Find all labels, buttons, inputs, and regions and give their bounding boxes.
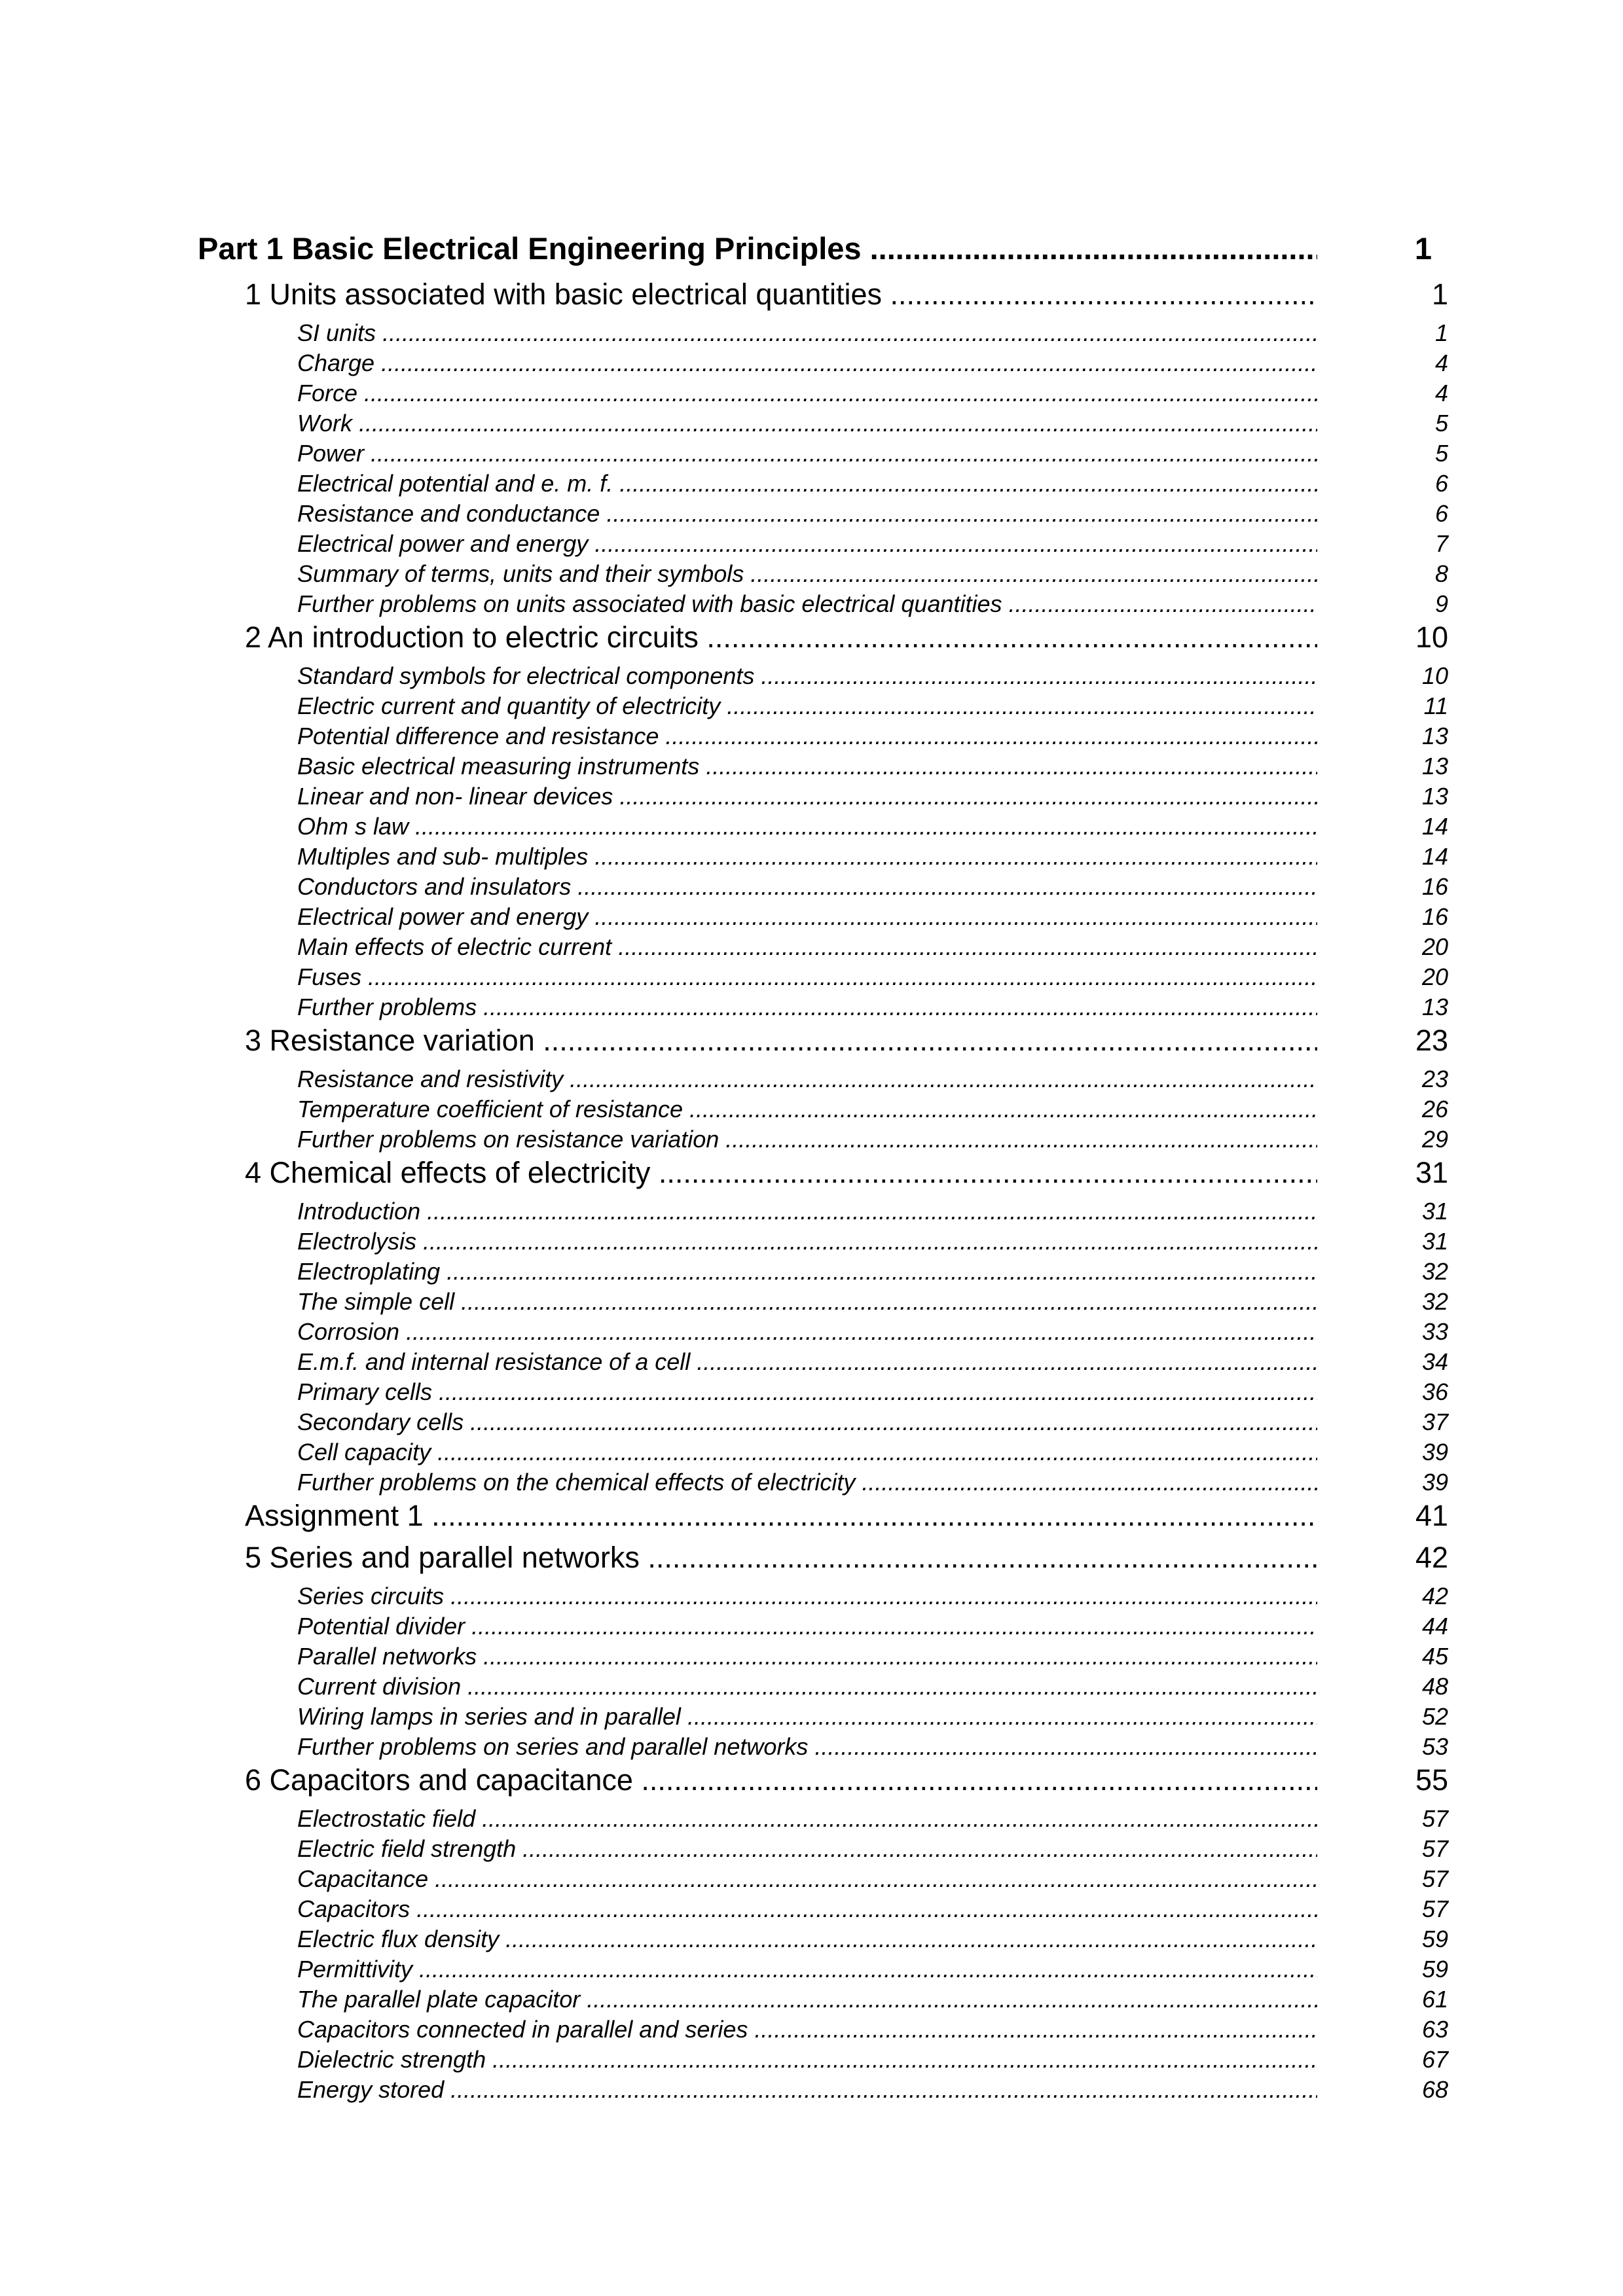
toc-entry-title: Electric flux density .....: [297, 1926, 1317, 1953]
toc-entry-title: Potential difference and resistance .....: [297, 723, 1317, 750]
toc-entry-title: Summary of terms, units and their symbols .....: [297, 560, 1317, 588]
toc-entry-page: 4: [1434, 350, 1448, 376]
toc-entry: [198, 1096, 1455, 1126]
toc-entry: [198, 350, 1455, 380]
toc-chapter-title: 1 Units associated with basic electrical quantities .....: [245, 278, 1317, 312]
toc-entry: [198, 662, 1455, 692]
toc-chapter-4: [198, 1156, 1455, 1198]
toc-entry: [198, 1583, 1455, 1613]
toc-entry-page: 20: [1421, 933, 1448, 960]
toc-entry: [198, 380, 1455, 410]
toc-entry-page: 11: [1423, 692, 1448, 719]
toc-entry: [198, 963, 1455, 994]
toc-entry-title: E.m.f. and internal resistance of a cell .....: [297, 1348, 1317, 1376]
toc-entry-page: 52: [1421, 1703, 1448, 1730]
toc-entry-page: 9: [1434, 590, 1448, 617]
toc-entry-title: Capacitors .....: [297, 1895, 1317, 1923]
toc-chapter-title: 2 An introduction to electric circuits .....: [245, 620, 1317, 655]
toc-chapter-page: 31: [1415, 1156, 1448, 1189]
toc-entry-page: 45: [1421, 1643, 1448, 1670]
toc-entry-title: The parallel plate capacitor .....: [297, 1986, 1317, 2013]
toc-entry-page: 36: [1421, 1378, 1448, 1405]
toc-entry-title: Conductors and insulators .....: [297, 873, 1317, 901]
toc-entry: [198, 440, 1455, 470]
toc-entry: [198, 1643, 1455, 1673]
toc-entry: [198, 692, 1455, 723]
toc-entry: [198, 1805, 1455, 1835]
toc-entry-page: 5: [1434, 440, 1448, 467]
toc-entry-page: 13: [1421, 753, 1448, 780]
toc-entry-page: 63: [1421, 2016, 1448, 2043]
toc-entry: [198, 1439, 1455, 1469]
toc-entry-page: 59: [1421, 1956, 1448, 1982]
toc-entry: [198, 1895, 1455, 1926]
toc-entry: [198, 933, 1455, 963]
toc-entry-page: 13: [1421, 723, 1448, 749]
toc-entry-page: 59: [1421, 1926, 1448, 1952]
toc-entry-page: 33: [1421, 1318, 1448, 1345]
toc-entry-title: Current division .....: [297, 1673, 1317, 1700]
toc-entry-title: Electric field strength .....: [297, 1835, 1317, 1863]
toc-entry-page: 67: [1421, 2046, 1448, 2073]
toc-entry: [198, 813, 1455, 843]
toc-entry-title: Main effects of electric current .....: [297, 933, 1317, 961]
toc-entry-title: Electrical power and energy .....: [297, 530, 1317, 558]
toc-entry: [198, 1986, 1455, 2016]
toc-entry-page: 14: [1421, 843, 1448, 870]
toc-entry: [198, 590, 1455, 620]
toc-chapter-3: [198, 1024, 1455, 1066]
toc-entry-page: 23: [1421, 1066, 1448, 1092]
toc-entry: [198, 903, 1455, 933]
toc-entry-page: 8: [1434, 560, 1448, 587]
toc-entry: [198, 783, 1455, 813]
toc-entry-page: 32: [1421, 1288, 1448, 1315]
toc-entry: [198, 1066, 1455, 1096]
toc-chapter-page: 42: [1415, 1541, 1448, 1574]
toc-entry-title: The simple cell .....: [297, 1288, 1317, 1316]
toc-entry: [198, 560, 1455, 590]
toc-entry-page: 5: [1434, 410, 1448, 437]
toc-entry-page: 39: [1421, 1439, 1448, 1465]
toc-entry-page: 7: [1434, 530, 1448, 557]
toc-entry: [198, 410, 1455, 440]
toc-entry-title: Electrolysis .....: [297, 1228, 1317, 1255]
toc-chapter-1: [198, 278, 1455, 319]
toc-chapter-title: 6 Capacitors and capacitance .....: [245, 1763, 1317, 1797]
toc-chapter-6: [198, 1763, 1455, 1805]
toc-entry-page: 44: [1421, 1613, 1448, 1640]
toc-entry-page: 16: [1421, 873, 1448, 900]
toc-entry: [198, 2046, 1455, 2076]
toc-entry-title: Resistance and resistivity .....: [297, 1066, 1317, 1093]
toc-entry-page: 48: [1421, 1673, 1448, 1700]
toc-entry-page: 32: [1421, 1258, 1448, 1285]
toc-entry: [198, 500, 1455, 530]
toc-entry-page: 10: [1421, 662, 1448, 689]
toc-entry-title: Capacitance .....: [297, 1865, 1317, 1893]
toc-entry-title: Energy stored .....: [297, 2076, 1317, 2104]
toc-entry-page: 29: [1421, 1126, 1448, 1153]
toc-chapter-page: 1: [1431, 278, 1448, 311]
toc-entry: [198, 1469, 1455, 1499]
toc-assignment-title: Assignment 1 .....: [245, 1499, 1317, 1533]
toc-entry-page: 53: [1421, 1733, 1448, 1760]
toc-part-heading: [198, 230, 1455, 278]
toc-entry: [198, 319, 1455, 350]
toc-entry-page: 1: [1434, 319, 1448, 346]
toc-entry-title: Charge .....: [297, 350, 1317, 377]
toc-entry-page: 6: [1434, 500, 1448, 527]
toc-entry-title: Power .....: [297, 440, 1317, 467]
toc-chapter-page: 10: [1415, 620, 1448, 654]
toc-entry: [198, 1956, 1455, 1986]
toc-entry-page: 57: [1421, 1865, 1448, 1892]
toc-entry: [198, 873, 1455, 903]
toc-entry-title: Wiring lamps in series and in parallel .....: [297, 1703, 1317, 1731]
toc-entry-page: 57: [1421, 1835, 1448, 1862]
toc-entry-page: 14: [1421, 813, 1448, 840]
toc-entry-title: Further problems on units associated with basic electrical quantities .....: [297, 590, 1317, 618]
toc-chapter-page: 23: [1415, 1024, 1448, 1057]
toc-entry: [198, 723, 1455, 753]
toc-entry-title: Electroplating .....: [297, 1258, 1317, 1285]
toc-chapter-title: 3 Resistance variation .....: [245, 1024, 1317, 1058]
toc-entry: [198, 1318, 1455, 1348]
toc-entry-title: Further problems on the chemical effects of electricity .....: [297, 1469, 1317, 1496]
toc-entry-title: Further problems .....: [297, 994, 1317, 1021]
toc-entry: [198, 1198, 1455, 1228]
toc-entry-title: Capacitors connected in parallel and series .....: [297, 2016, 1317, 2043]
toc-entry-title: Electrical power and energy .....: [297, 903, 1317, 931]
toc-entry: [198, 1348, 1455, 1378]
toc-chapter-2: [198, 620, 1455, 662]
toc-entry: [198, 994, 1455, 1024]
toc-entry: [198, 1288, 1455, 1318]
toc-entry-page: 37: [1421, 1408, 1448, 1435]
toc-entry-title: Parallel networks .....: [297, 1643, 1317, 1670]
toc-entry-title: Linear and non- linear devices .....: [297, 783, 1317, 810]
toc-entry-title: Ohm s law .....: [297, 813, 1317, 840]
toc-entry: [198, 753, 1455, 783]
toc-entry-title: Fuses .....: [297, 963, 1317, 991]
toc-entry-page: 31: [1421, 1198, 1448, 1225]
toc-entry-title: Primary cells .....: [297, 1378, 1317, 1406]
toc-entry-title: Further problems on resistance variation .....: [297, 1126, 1317, 1153]
toc-entry-title: Force .....: [297, 380, 1317, 407]
toc-entry-title: Secondary cells .....: [297, 1408, 1317, 1436]
toc-entry: [198, 1673, 1455, 1703]
toc-entry-page: 4: [1434, 380, 1448, 406]
toc-entry-title: Series circuits .....: [297, 1583, 1317, 1610]
toc-entry: [198, 1613, 1455, 1643]
toc-entry-page: 61: [1421, 1986, 1448, 2013]
toc-entry-page: 34: [1421, 1348, 1448, 1375]
toc-entry-page: 57: [1421, 1805, 1448, 1832]
toc-entry: [198, 1926, 1455, 1956]
toc-entry: [198, 843, 1455, 873]
toc-chapter-title: 5 Series and parallel networks .....: [245, 1541, 1317, 1575]
toc-entry-page: 26: [1421, 1096, 1448, 1122]
toc-entry-title: Potential divider .....: [297, 1613, 1317, 1640]
toc-entry: [198, 1258, 1455, 1288]
toc-entry-title: Multiples and sub- multiples .....: [297, 843, 1317, 870]
toc-entry: [198, 2076, 1455, 2106]
toc-chapter-page: 55: [1415, 1763, 1448, 1797]
toc-entry: [198, 1865, 1455, 1895]
toc-entry-page: 16: [1421, 903, 1448, 930]
toc-entry-title: Standard symbols for electrical components .....: [297, 662, 1317, 690]
toc-entry: [198, 530, 1455, 560]
toc-entry-title: Work .....: [297, 410, 1317, 437]
toc-entry-title: Electric current and quantity of electricity .....: [297, 692, 1317, 720]
toc-entry-title: Dielectric strength .....: [297, 2046, 1317, 2073]
toc-entry-page: 13: [1421, 994, 1448, 1020]
toc-entry: [198, 1228, 1455, 1258]
toc-entry-title: Further problems on series and parallel networks .....: [297, 1733, 1317, 1761]
toc-entry-title: Temperature coefficient of resistance .....: [297, 1096, 1317, 1123]
toc-entry-page: 57: [1421, 1895, 1448, 1922]
toc-part-title: Part 1 Basic Electrical Engineering Principles .....: [198, 230, 1317, 266]
toc-entry-page: 6: [1434, 470, 1448, 497]
toc-entry-page: 13: [1421, 783, 1448, 810]
toc-part-page: 1: [1414, 231, 1432, 266]
toc-entry: [198, 1126, 1455, 1156]
toc-entry: [198, 1703, 1455, 1733]
toc-entry: [198, 1378, 1455, 1408]
toc-entry-title: Resistance and conductance .....: [297, 500, 1317, 528]
toc-entry-page: 39: [1421, 1469, 1448, 1496]
table-of-contents: [198, 230, 1455, 2106]
toc-entry-title: Corrosion .....: [297, 1318, 1317, 1346]
toc-chapter-5: [198, 1541, 1455, 1583]
toc-entry-title: SI units .....: [297, 319, 1317, 347]
toc-entry-title: Basic electrical measuring instruments .....: [297, 753, 1317, 780]
toc-entry: [198, 1733, 1455, 1763]
toc-entry-title: Electrical potential and e. m. f. .....: [297, 470, 1317, 497]
toc-entry: [198, 1408, 1455, 1439]
toc-entry-page: 20: [1421, 963, 1448, 990]
toc-entry: [198, 2016, 1455, 2046]
toc-entry-title: Cell capacity .....: [297, 1439, 1317, 1466]
toc-entry-title: Electrostatic field .....: [297, 1805, 1317, 1833]
toc-assignment-page: 41: [1415, 1499, 1448, 1532]
toc-entry-page: 68: [1421, 2076, 1448, 2103]
toc-entry: [198, 1835, 1455, 1865]
toc-entry-title: Permittivity .....: [297, 1956, 1317, 1983]
toc-entry-title: Introduction .....: [297, 1198, 1317, 1225]
toc-entry: [198, 470, 1455, 500]
toc-assignment-1: [198, 1499, 1455, 1541]
toc-chapter-title: 4 Chemical effects of electricity .....: [245, 1156, 1317, 1190]
toc-entry-page: 42: [1421, 1583, 1448, 1609]
toc-entry-page: 31: [1421, 1228, 1448, 1255]
